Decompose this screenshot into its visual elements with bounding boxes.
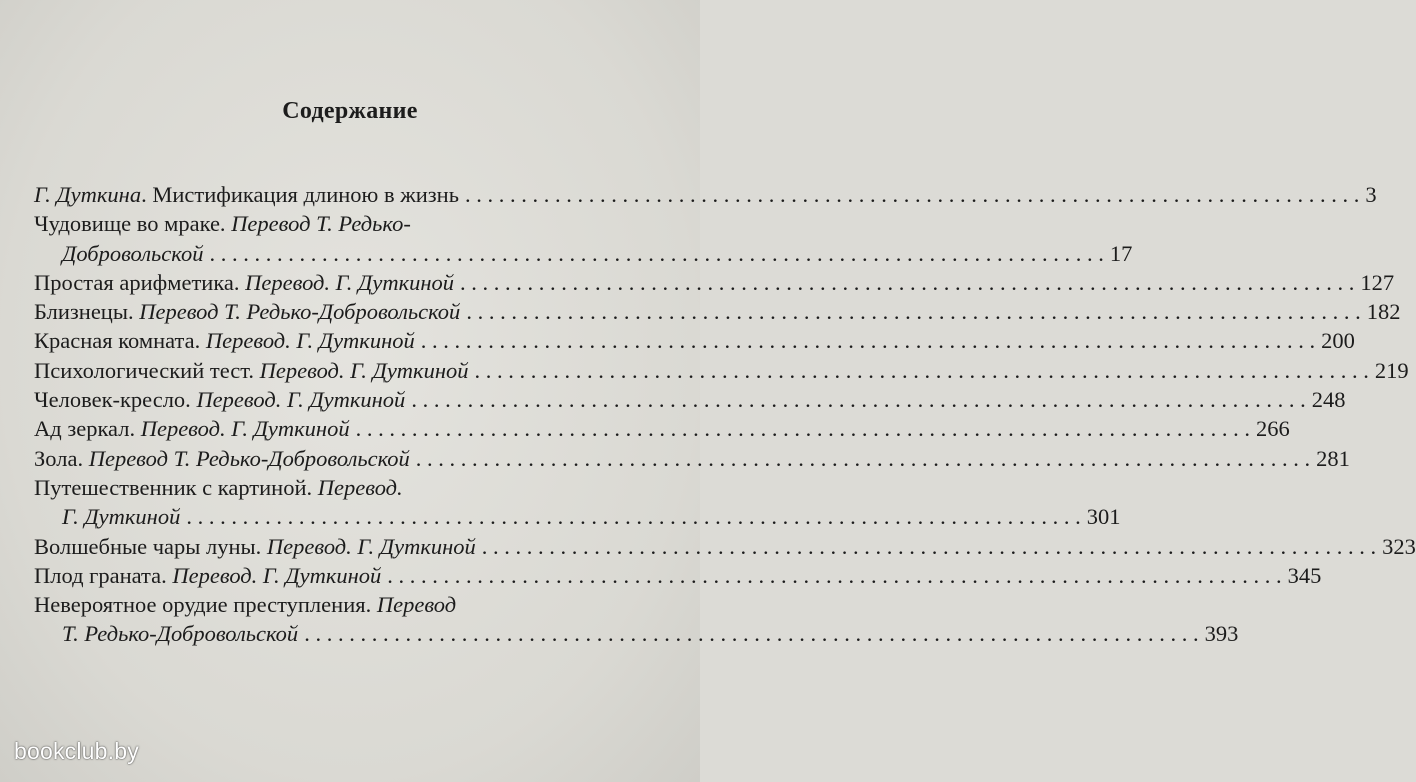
toc-translator: Перевод. Г. Дуткиной [266,533,476,559]
toc-translator: Перевод. Г. Дуткиной [196,387,406,413]
toc-line [34,356,1409,385]
dot-leader: . . . . . . . . . . . . . . . . . . . . . . . . . . . . . . . . . . . . . . . . . . . . . . . . . . . . . . . . . . . . . . . . . . . . . . . . . . . . . . . . [460,269,1355,295]
toc-title: Психологический тест. [34,357,260,383]
toc-page-number: 200 [1321,328,1355,354]
toc-entry-text [34,414,350,443]
toc-translator: Перевод. Г. Дуткиной [140,416,350,442]
toc-line [34,532,1416,561]
toc-title: Невероятное орудие преступления. [34,592,377,618]
dot-leader: . . . . . . . . . . . . . . . . . . . . . . . . . . . . . . . . . . . . . . . . . . . . . . . . . . . . . . . . . . . . . . . . . . . . . . . . . . . . . . . . [355,416,1250,442]
toc-page-number: 248 [1311,387,1346,413]
toc-page-number: 219 [1374,357,1409,383]
toc-entry-text [34,385,405,414]
toc-entry-text [34,326,415,355]
toc-title: Близнецы. [34,299,140,325]
toc-line [34,619,1239,648]
toc-title: Плод граната. [34,562,173,588]
toc-line [34,326,1355,355]
toc-translator: Перевод. Г. Дуткиной [259,357,469,383]
toc-page-number: 266 [1255,416,1290,442]
toc-page-number: 3 [1365,182,1377,207]
toc-title: Ад зеркал. [34,416,141,442]
toc-title: Зола. [34,445,89,471]
toc-line [34,385,1346,414]
dot-leader: . . . . . . . . . . . . . . . . . . . . . . . . . . . . . . . . . . . . . . . . . . . . . . . . . . . . . . . . . . . . . . . . . . . . . . . . . . . . . . . . [474,357,1369,383]
toc-line [34,414,1290,443]
dot-leader: . . . . . . . . . . . . . . . . . . . . . . . . . . . . . . . . . . . . . . . . . . . . . . . . . . . . . . . . . . . . . . . . . . . . . . . . . . . . . . . . [186,504,1081,530]
dot-leader: . . . . . . . . . . . . . . . . . . . . . . . . . . . . . . . . . . . . . . . . . . . . . . . . . . . . . . . . . . . . . . . . . . . . . . . . . . . . . . . . [466,299,1361,325]
toc-entry-text [34,473,403,502]
toc-translator: Перевод. Г. Дуткиной [205,328,415,354]
toc-page-number: 281 [1316,445,1350,471]
toc-line [34,590,634,619]
dot-leader: . . . . . . . . . . . . . . . . . . . . . . . . . . . . . . . . . . . . . . . . . . . . . . . . . . . . . . . . . . . . . . . . . . . . . . . . . . . . . . . . [465,182,1360,207]
toc-entry-text [34,532,476,561]
toc-entry-text [34,590,456,619]
toc-line [34,268,1395,297]
toc-translator: Перевод Т. Редько- [231,211,411,237]
toc-page-number: 323 [1382,533,1416,559]
toc-line [34,209,634,238]
toc-title: Волшебные чары луны. [34,533,267,559]
toc-page-number: 17 [1109,240,1133,266]
toc-translator: Перевод Т. Редько-Добровольской [139,299,461,325]
toc-page-number: 345 [1287,562,1322,588]
toc-translator: Перевод. Г. Дуткиной [172,562,382,588]
toc-entry-text [34,444,410,473]
toc-title: Человек-кресло. [34,387,197,413]
toc-line [34,239,1133,268]
page-title: Содержание [282,98,418,124]
toc-translator: Перевод Т. Редько-Добровольской [88,445,410,471]
toc-translator: Добровольской [62,240,204,266]
toc-entry-text [62,502,180,531]
table-of-contents [34,180,1416,649]
toc-entry-text [34,356,469,385]
toc-entry-text [34,209,411,238]
toc-page-number: 182 [1366,299,1401,325]
toc-line [34,444,1350,473]
dot-leader: . . . . . . . . . . . . . . . . . . . . . . . . . . . . . . . . . . . . . . . . . . . . . . . . . . . . . . . . . . . . . . . . . . . . . . . . . . . . . . . . [415,445,1311,471]
toc-translator: Перевод. Г. Дуткиной [245,269,455,295]
toc-entry-text [62,619,298,648]
toc-translator: Перевод [376,592,457,618]
toc-line [34,473,634,502]
toc-entry-text [34,561,381,590]
toc-title: Путешественник с картиной. [34,474,318,500]
toc-page-number: 393 [1204,621,1239,647]
dot-leader: . . . . . . . . . . . . . . . . . . . . . . . . . . . . . . . . . . . . . . . . . . . . . . . . . . . . . . . . . . . . . . . . . . . . . . . . . . . . . . . . [411,387,1306,413]
watermark: bookclub.by [14,738,139,764]
dot-leader: . . . . . . . . . . . . . . . . . . . . . . . . . . . . . . . . . . . . . . . . . . . . . . . . . . . . . . . . . . . . . . . . . . . . . . . . . . . . . . . . [481,533,1377,559]
toc-entry-text [34,268,454,297]
toc-title: Чудовище во мраке. [34,211,232,237]
toc-title: Мистификация длиною в жизнь [152,182,459,207]
toc-page-number: 301 [1086,504,1121,530]
toc-translator: Г. Дуткиной [62,504,181,530]
toc-line [34,561,1322,590]
dot-leader: . . . . . . . . . . . . . . . . . . . . . . . . . . . . . . . . . . . . . . . . . . . . . . . . . . . . . . . . . . . . . . . . . . . . . . . . . . . . . . . . [304,621,1199,647]
toc-page-number: 127 [1360,269,1395,295]
dot-leader: . . . . . . . . . . . . . . . . . . . . . . . . . . . . . . . . . . . . . . . . . . . . . . . . . . . . . . . . . . . . . . . . . . . . . . . . . . . . . . . . [209,240,1104,266]
toc-separator: . [141,182,153,207]
toc-title: Простая арифметика. [34,269,246,295]
toc-translator: Т. Редько-Добровольской [62,621,299,647]
toc-entry-text [34,297,460,326]
toc-translator: Перевод. [317,474,403,500]
toc-line [34,180,1377,209]
toc-entry-text [62,239,203,268]
toc-title: Красная комната. [34,328,206,354]
dot-leader: . . . . . . . . . . . . . . . . . . . . . . . . . . . . . . . . . . . . . . . . . . . . . . . . . . . . . . . . . . . . . . . . . . . . . . . . . . . . . . . . [387,562,1282,588]
toc-line [34,502,1121,531]
toc-line [34,297,1401,326]
toc-author: Г. Дуткина [34,182,142,207]
toc-entry-text [34,180,459,209]
dot-leader: . . . . . . . . . . . . . . . . . . . . . . . . . . . . . . . . . . . . . . . . . . . . . . . . . . . . . . . . . . . . . . . . . . . . . . . . . . . . . . . . [420,328,1316,354]
